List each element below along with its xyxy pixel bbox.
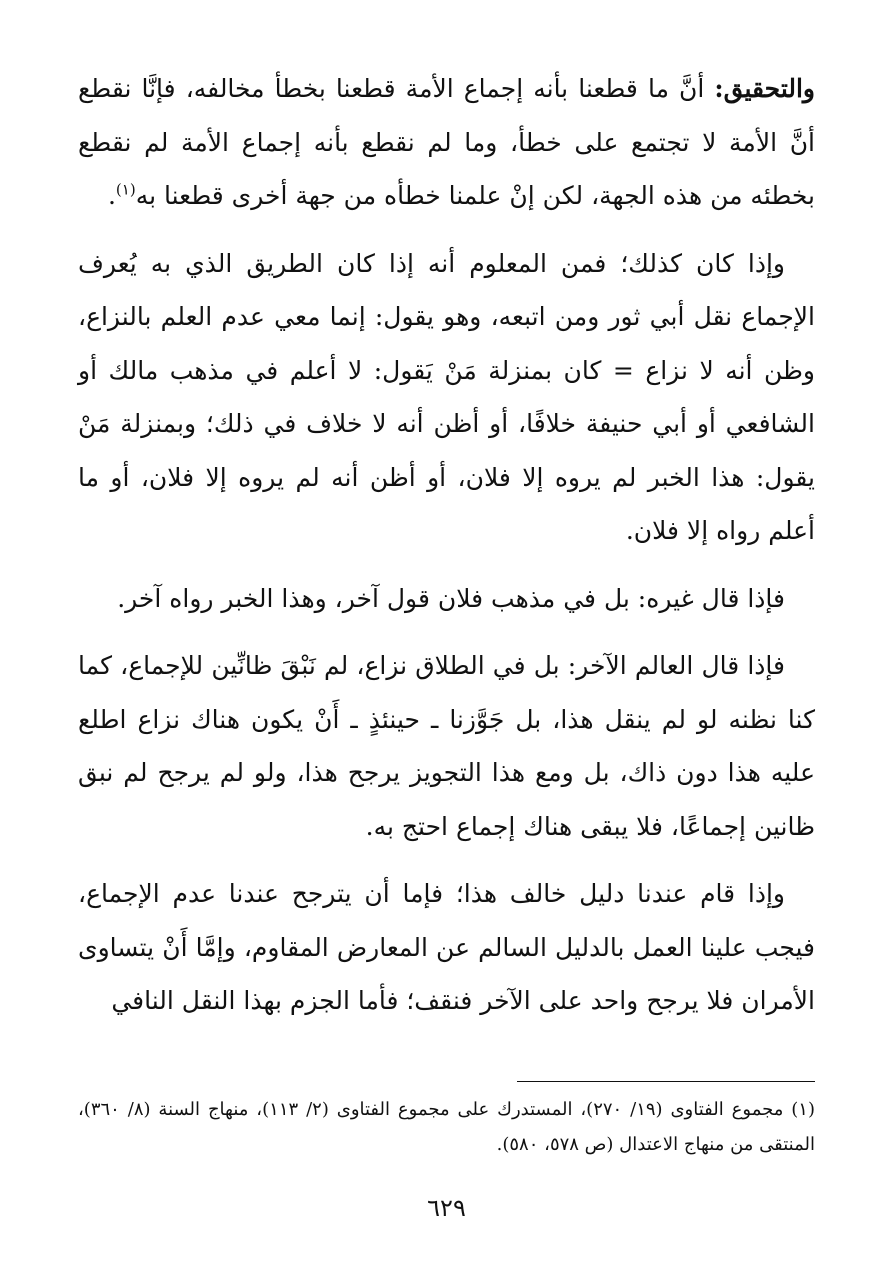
page-body xyxy=(78,62,815,1042)
paragraph-2: وإذا كان كذلك؛ فمن المعلوم أنه إذا كان الطريق الذي به يُعرف الإجماع نقل أبي ثور ومن اتبعه، وهو يقول: إنما معي عدم العلم بالنزاع، وظن أنه لا نزاع = كان بمنزلة مَنْ يَقول: لا أعلم في مذهب مالك أو الشافعي أو أبي حنيفة خلافًا، أو أظن أنه لا خلاف في ذلك؛ وبمنزلة مَنْ يقول: هذا الخبر لم يروه إلا فلان، أو أظن أنه لم يروه إلا فلان، أو ما أعلم رواه إلا فلان. xyxy=(78,248,815,545)
footnote: (١) مجموع الفتاوى (١٩/ ٢٧٠)، المستدرك على مجموع الفتاوى (٢/ ١١٣)، منهاج السنة (٨/ ٣٦٠)، المنتقى من منهاج الاعتدال (ص ٥٧٨، ٥٨٠). xyxy=(78,1099,815,1155)
paragraph-1-end: . xyxy=(107,181,116,210)
page-number: ٦٢٩ xyxy=(427,1194,466,1222)
paragraph-1-text: أنَّ ما قطعنا بأنه إجماع الأمة قطعنا بخطأ مخالفه، فإنَّا نقطع أنَّ الأمة لا تجتمع على خطأ، وما لم نقطع بأنه إجماع الأمة لم نقطع بخطئه من هذه الجهة، لكن إنْ علمنا خطأه من جهة أخرى قطعنا به xyxy=(78,74,815,210)
paragraph-3: فإذا قال غيره: بل في مذهب فلان قول آخر، وهذا الخبر رواه آخر. xyxy=(117,583,785,613)
paragraph-1 xyxy=(78,62,815,223)
footnote-reference[interactable]: (١) xyxy=(115,180,136,199)
paragraph-1-lead: والتحقيق: xyxy=(714,74,815,103)
paragraph-5: وإذا قام عندنا دليل خالف هذا؛ فإما أن يترجح عندنا عدم الإجماع، فيجب علينا العمل بالدليل السالم عن المعارض المقاوم، وإمَّا أَنْ يتساوى الأمران فلا يرجح واحد على الآخر فنقف؛ فأما الجزم بهذا النقل النافي xyxy=(78,879,815,1015)
paragraph-4: فإذا قال العالم الآخر: بل في الطلاق نزاع، لم نَبْقَ ظانِّين للإجماع، كما كنا نظنه لو لم ينقل هذا، بل جَوَّزنا ـ حينئذٍ ـ أَنْ يكون هناك نزاع اطلع عليه هذا دون ذاك، بل ومع هذا التجويز يرجح هذا، ولو لم يرجح لم نبق ظانين إجماعًا، فلا يبقى هناك إجماع احتج به. xyxy=(78,651,815,841)
footnote-divider xyxy=(517,1081,815,1082)
